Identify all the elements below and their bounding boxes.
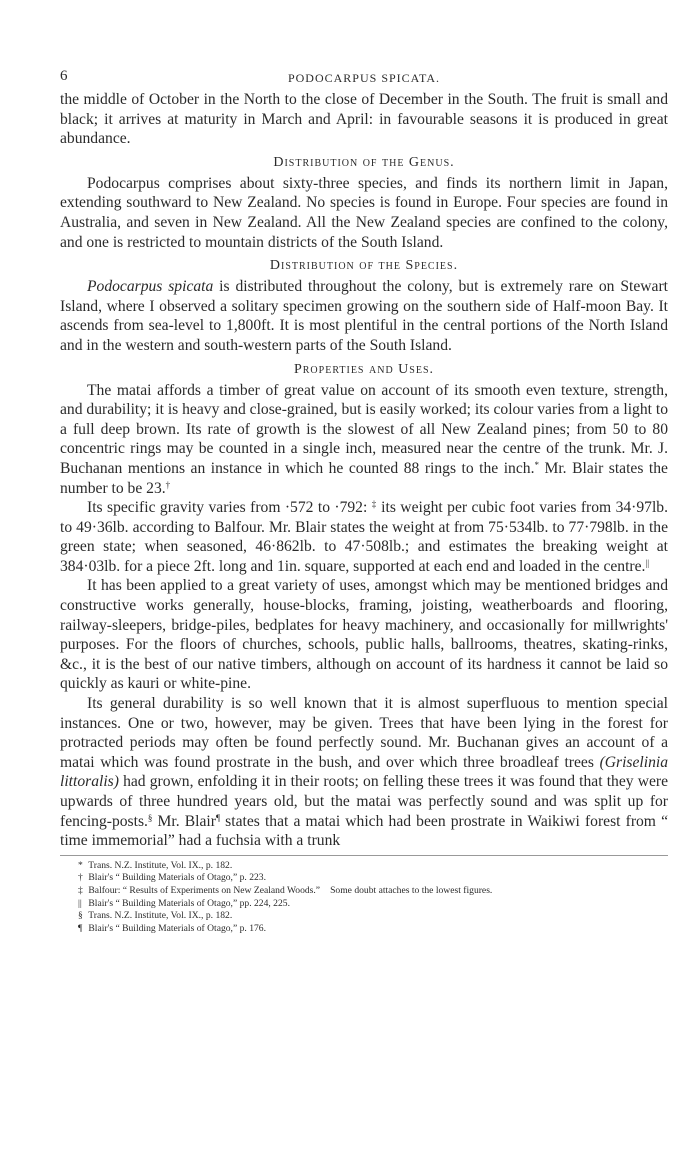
species-distribution-heading: Distribution of the Species. [269,258,459,274]
durability-text: Its general durability is so well known that it is almost superfluous to mention special instances. One or two, however, may be given. Trees that have been lying in the forest for protracted periods may often be found perfectly sound. Mr. Buchanan gives an account of a matai which was found prostrate in the bush, and over which three broadleaf trees [60,695,668,771]
footnote [60,872,668,885]
applications-paragraph: It has been applied to a great variety of uses, amongst which may be mentioned bridges and constructive works generally, house-blocks, framing, joisting, weatherboards and flooring, railway-sleepers, bridge-piles, bedplates for heavy machinery, and occasionally for millwrights' purposes. For the floors of churches, schools, public halls, ballrooms, theatres, skating-rinks, &c., it is the best of our native timbers, although on account of its hardness it cannot be laid so quickly as kauri or white-pine. [60,577,668,693]
footnote-ref: ¶ [215,812,221,823]
footnote-note: Some doubt attaches to the lowest figures. [330,884,493,896]
footnote-ref: ‡ [371,499,377,510]
running-title: PODOCARPUS SPICATA. [287,71,441,85]
species-name: Podocarpus spicata [87,278,214,296]
book-page [60,68,668,935]
footnote-mark: ¶ [78,922,83,934]
page-number: 6 [60,68,68,84]
durability-text-cont3: states that a matai which had been prostrate in Waikiwi forest from “ time immemorial” had a fuchsia with a trunk [60,812,668,850]
growth-text-cont: Mr. Blair states the number to be 23. [60,459,668,497]
intro-paragraph: the middle of October in the North to the close of December in the South. The fruit is small and black; it arrives at maturity in March and April: in favourable seasons it is produced in great abundance. [60,91,668,148]
footnote-mark: ‡ [78,884,83,896]
footnote-mark: § [78,910,83,922]
durability-text-cont2: Mr. Blair [152,812,216,830]
footnote-ref: * [534,459,539,470]
species-italic: (Griselinia littoralis) [60,753,668,791]
page-header [60,68,668,90]
footnote-text: Blair's “ Building Materials of Otago,” p. 176. [88,922,266,934]
durability-paragraph [60,694,668,851]
genus-distribution-paragraph: Podocarpus comprises about sixty-three species, and finds its northern limit in Japan, extending southward to New Zealand. No species is found in Europe. Four species are found in Australia, and seven in New Zealand. All the New Zealand species are confined to the colony, and one is restricted to mountain districts of the South Island. [60,174,668,251]
gravity-paragraph [60,498,668,576]
footnote-text: Balfour: “ Results of Experiments on New Zealand Woods.” [88,884,321,896]
footnote-text: Trans. N.Z. Institute, Vol. IX., p. 182. [88,910,233,922]
footnote [60,923,668,936]
species-distribution-paragraph [60,277,668,355]
footnote-text: Trans. N.Z. Institute, Vol. IX., p. 182. [88,859,233,871]
footnote [60,898,668,911]
growth-text: The matai affords a timber of great value on account of its smooth even texture, strength, and durability; it is heavy and close-grained, but is easily worked; its colour varies from a light to a full deep brown. Its rate of growth is the slowest of all New Zealand pines; from 50 to 80 concentric rings may be counted in a single inch, measured near the centre of the trunk. Mr. J. Buchanan mentions an instance in which he counted 88 rings to the inch. [60,381,669,477]
footnote-ref: § [147,812,153,823]
footnote-divider [60,855,668,856]
footnote-ref: † [165,479,171,490]
footnotes [60,860,668,936]
properties-uses-heading: Properties and Uses. [293,361,435,377]
footnote [60,860,668,873]
growth-paragraph [60,381,668,499]
species-paragraph-text: is distributed throughout the colony, but is extremely rare on Stewart Island, where I observed a solitary specimen growing on the southern side of Half-moon Bay. It ascends from sea-level to 1,800ft. It is most plentiful in the central portions of the North Island and in the western and south-western parts of the South Island. [60,278,668,354]
gravity-text: Its specific gravity varies from ·572 to ·792: [87,499,372,517]
footnote [60,885,668,898]
footnote-ref: || [645,557,650,568]
genus-distribution-heading: Distribution of the Genus. [273,154,455,170]
footnote [60,910,668,923]
durability-text-cont: had grown, enfolding it in their roots; on felling these trees it was found that they were upwards of three hundred years old, but the matai was perfectly sound and was split up for fencing-posts. [60,773,668,830]
footnote-text: Blair's “ Building Materials of Otago,” p. 223. [88,872,266,884]
footnote-mark: † [78,872,83,884]
gravity-text-cont: its weight per cubic foot varies from 34·97lb. to 49·36lb. according to Balfour. Mr. Blair states the weight at from 75·534lb. to 77·798lb. in the green state; when seasoned, 46·862lb. to 47·508lb.; and estimates the breaking weight at 384·03lb. for a piece 2ft. long and 1in. square, supported at each end and loaded in the centre. [60,499,668,575]
footnote-mark: * [78,859,83,871]
footnote-text: Blair's “ Building Materials of Otago,” pp. 224, 225. [88,897,290,909]
footnote-mark: || [78,897,82,909]
